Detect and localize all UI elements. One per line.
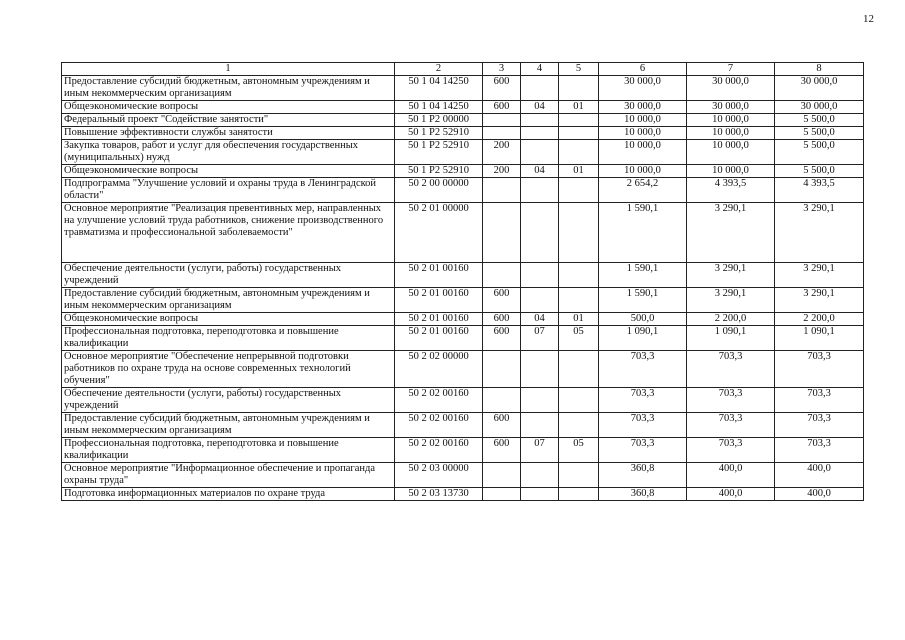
row-col7-cell: 703,3 (687, 413, 775, 438)
row-name-cell: Общеэкономические вопросы (62, 313, 395, 326)
row-col4-cell (521, 203, 559, 263)
table-row (62, 326, 864, 351)
table-row (62, 140, 864, 165)
row-col8-cell: 703,3 (775, 388, 864, 413)
row-col7-cell: 30 000,0 (687, 101, 775, 114)
row-col4-cell (521, 463, 559, 488)
row-col8-cell: 4 393,5 (775, 178, 864, 203)
row-col3-cell (483, 203, 521, 263)
header-cell: 7 (687, 63, 775, 76)
table-row (62, 165, 864, 178)
row-col5-cell (559, 76, 599, 101)
row-code-cell: 50 2 01 00000 (395, 203, 483, 263)
table-row (62, 438, 864, 463)
row-col7-cell: 400,0 (687, 488, 775, 501)
row-col6-cell: 10 000,0 (599, 165, 687, 178)
row-col5-cell (559, 351, 599, 388)
page-number: 12 (863, 13, 874, 25)
row-col4-cell (521, 263, 559, 288)
row-code-cell: 50 2 01 00160 (395, 288, 483, 313)
row-col6-cell: 360,8 (599, 463, 687, 488)
row-code-cell: 50 1 P2 52910 (395, 127, 483, 140)
row-name-cell: Профессиональная подготовка, переподготовка и повышение квалификации (62, 438, 395, 463)
row-name-cell: Общеэкономические вопросы (62, 165, 395, 178)
row-col7-cell: 3 290,1 (687, 288, 775, 313)
row-col6-cell: 703,3 (599, 351, 687, 388)
row-col3-cell: 200 (483, 140, 521, 165)
row-col3-cell (483, 463, 521, 488)
row-col6-cell: 1 590,1 (599, 263, 687, 288)
header-cell: 4 (521, 63, 559, 76)
row-code-cell: 50 2 02 00000 (395, 351, 483, 388)
row-col3-cell (483, 351, 521, 388)
row-col5-cell (559, 463, 599, 488)
budget-table (61, 62, 864, 501)
row-col8-cell: 5 500,0 (775, 127, 864, 140)
row-col3-cell (483, 178, 521, 203)
table-row (62, 114, 864, 127)
row-col8-cell: 1 090,1 (775, 326, 864, 351)
row-col3-cell: 600 (483, 288, 521, 313)
row-col7-cell: 3 290,1 (687, 203, 775, 263)
row-col7-cell: 10 000,0 (687, 165, 775, 178)
row-col4-cell (521, 140, 559, 165)
table-row (62, 76, 864, 101)
header-cell: 6 (599, 63, 687, 76)
row-col3-cell: 600 (483, 313, 521, 326)
row-col8-cell: 30 000,0 (775, 101, 864, 114)
row-name-cell: Предоставление субсидий бюджетным, автономным учреждениям и иным некоммерческим организациям (62, 76, 395, 101)
row-col3-cell (483, 263, 521, 288)
row-col8-cell: 3 290,1 (775, 263, 864, 288)
table-row (62, 313, 864, 326)
row-col7-cell: 2 200,0 (687, 313, 775, 326)
row-col6-cell: 1 090,1 (599, 326, 687, 351)
row-col4-cell (521, 488, 559, 501)
row-code-cell: 50 2 00 00000 (395, 178, 483, 203)
table-row (62, 101, 864, 114)
table-row (62, 351, 864, 388)
header-cell: 2 (395, 63, 483, 76)
header-cell: 8 (775, 63, 864, 76)
row-code-cell: 50 2 01 00160 (395, 263, 483, 288)
row-name-cell: Общеэкономические вопросы (62, 101, 395, 114)
table-row (62, 127, 864, 140)
row-name-cell: Повышение эффективности службы занятости (62, 127, 395, 140)
row-col7-cell: 703,3 (687, 438, 775, 463)
row-col4-cell: 07 (521, 326, 559, 351)
row-col3-cell: 600 (483, 413, 521, 438)
row-col6-cell: 703,3 (599, 413, 687, 438)
table-row (62, 463, 864, 488)
row-name-cell: Основное мероприятие "Информационное обеспечение и пропаганда охраны труда" (62, 463, 395, 488)
row-col6-cell: 1 590,1 (599, 288, 687, 313)
row-col7-cell: 10 000,0 (687, 114, 775, 127)
row-col5-cell (559, 388, 599, 413)
row-col3-cell: 200 (483, 165, 521, 178)
row-col3-cell: 600 (483, 326, 521, 351)
row-code-cell: 50 1 04 14250 (395, 101, 483, 114)
row-col4-cell (521, 76, 559, 101)
row-col6-cell: 2 654,2 (599, 178, 687, 203)
table-row (62, 488, 864, 501)
row-col8-cell: 703,3 (775, 351, 864, 388)
row-col4-cell (521, 114, 559, 127)
row-col4-cell: 04 (521, 101, 559, 114)
row-col6-cell: 10 000,0 (599, 114, 687, 127)
row-col4-cell: 04 (521, 165, 559, 178)
row-col3-cell: 600 (483, 76, 521, 101)
row-col7-cell: 703,3 (687, 351, 775, 388)
row-col8-cell: 400,0 (775, 463, 864, 488)
row-col4-cell (521, 127, 559, 140)
row-code-cell: 50 1 04 14250 (395, 76, 483, 101)
row-code-cell: 50 1 P2 52910 (395, 165, 483, 178)
row-col6-cell: 360,8 (599, 488, 687, 501)
row-col3-cell (483, 114, 521, 127)
row-col8-cell: 30 000,0 (775, 76, 864, 101)
row-col4-cell (521, 388, 559, 413)
row-col4-cell: 07 (521, 438, 559, 463)
row-name-cell: Основное мероприятие "Обеспечение непрерывной подготовки работников по охране труда на основе современных технологий обучения" (62, 351, 395, 388)
row-col8-cell: 5 500,0 (775, 114, 864, 127)
row-col5-cell (559, 127, 599, 140)
row-code-cell: 50 1 P2 52910 (395, 140, 483, 165)
row-col3-cell (483, 388, 521, 413)
row-name-cell: Профессиональная подготовка, переподготовка и повышение квалификации (62, 326, 395, 351)
table-body (62, 63, 864, 501)
row-code-cell: 50 1 P2 00000 (395, 114, 483, 127)
row-col3-cell (483, 488, 521, 501)
row-name-cell: Обеспечение деятельности (услуги, работы) государственных учреждений (62, 388, 395, 413)
row-col6-cell: 10 000,0 (599, 140, 687, 165)
row-col5-cell (559, 140, 599, 165)
row-col7-cell: 1 090,1 (687, 326, 775, 351)
row-col6-cell: 703,3 (599, 388, 687, 413)
row-col8-cell: 703,3 (775, 413, 864, 438)
row-col5-cell (559, 263, 599, 288)
row-col5-cell: 01 (559, 165, 599, 178)
row-col7-cell: 4 393,5 (687, 178, 775, 203)
row-name-cell: Обеспечение деятельности (услуги, работы) государственных учреждений (62, 263, 395, 288)
row-col3-cell: 600 (483, 438, 521, 463)
row-code-cell: 50 2 01 00160 (395, 326, 483, 351)
header-row (62, 63, 864, 76)
table-row (62, 178, 864, 203)
row-col5-cell: 01 (559, 101, 599, 114)
row-code-cell: 50 2 02 00160 (395, 388, 483, 413)
row-col7-cell: 400,0 (687, 463, 775, 488)
row-code-cell: 50 2 01 00160 (395, 313, 483, 326)
row-col5-cell (559, 114, 599, 127)
row-col7-cell: 703,3 (687, 388, 775, 413)
row-col4-cell (521, 288, 559, 313)
row-col4-cell (521, 351, 559, 388)
row-col6-cell: 703,3 (599, 438, 687, 463)
row-col7-cell: 30 000,0 (687, 76, 775, 101)
row-col8-cell: 3 290,1 (775, 203, 864, 263)
row-name-cell: Предоставление субсидий бюджетным, автономным учреждениям и иным некоммерческим организациям (62, 413, 395, 438)
row-col6-cell: 30 000,0 (599, 76, 687, 101)
row-col5-cell (559, 288, 599, 313)
row-col3-cell: 600 (483, 101, 521, 114)
row-name-cell: Федеральный проект "Содействие занятости" (62, 114, 395, 127)
row-col5-cell (559, 203, 599, 263)
row-col8-cell: 2 200,0 (775, 313, 864, 326)
table-row (62, 263, 864, 288)
table-row (62, 388, 864, 413)
row-name-cell: Основное мероприятие "Реализация превентивных мер, направленных на улучшение условий труда работников, снижение производственного травматизма и профессиональной заболеваемости" (62, 203, 395, 263)
row-col4-cell (521, 178, 559, 203)
row-code-cell: 50 2 03 13730 (395, 488, 483, 501)
row-name-cell: Закупка товаров, работ и услуг для обеспечения государственных (муниципальных) нужд (62, 140, 395, 165)
row-name-cell: Подготовка информационных материалов по охране труда (62, 488, 395, 501)
row-name-cell: Подпрограмма "Улучшение условий и охраны труда в Ленинградской области" (62, 178, 395, 203)
row-col7-cell: 3 290,1 (687, 263, 775, 288)
row-col7-cell: 10 000,0 (687, 127, 775, 140)
row-code-cell: 50 2 03 00000 (395, 463, 483, 488)
table-row (62, 203, 864, 263)
row-col6-cell: 1 590,1 (599, 203, 687, 263)
table-row (62, 288, 864, 313)
row-col4-cell: 04 (521, 313, 559, 326)
row-col6-cell: 10 000,0 (599, 127, 687, 140)
row-col6-cell: 500,0 (599, 313, 687, 326)
row-col8-cell: 703,3 (775, 438, 864, 463)
row-col5-cell (559, 178, 599, 203)
header-cell: 3 (483, 63, 521, 76)
row-code-cell: 50 2 02 00160 (395, 438, 483, 463)
row-col8-cell: 5 500,0 (775, 140, 864, 165)
table-row (62, 413, 864, 438)
row-col8-cell: 5 500,0 (775, 165, 864, 178)
row-col8-cell: 3 290,1 (775, 288, 864, 313)
row-col5-cell (559, 413, 599, 438)
row-col5-cell: 05 (559, 326, 599, 351)
row-name-cell: Предоставление субсидий бюджетным, автономным учреждениям и иным некоммерческим организациям (62, 288, 395, 313)
row-col7-cell: 10 000,0 (687, 140, 775, 165)
row-col5-cell: 01 (559, 313, 599, 326)
header-cell: 1 (62, 63, 395, 76)
row-col4-cell (521, 413, 559, 438)
row-col6-cell: 30 000,0 (599, 101, 687, 114)
row-col5-cell (559, 488, 599, 501)
header-cell: 5 (559, 63, 599, 76)
row-col3-cell (483, 127, 521, 140)
row-code-cell: 50 2 02 00160 (395, 413, 483, 438)
row-col5-cell: 05 (559, 438, 599, 463)
row-col8-cell: 400,0 (775, 488, 864, 501)
